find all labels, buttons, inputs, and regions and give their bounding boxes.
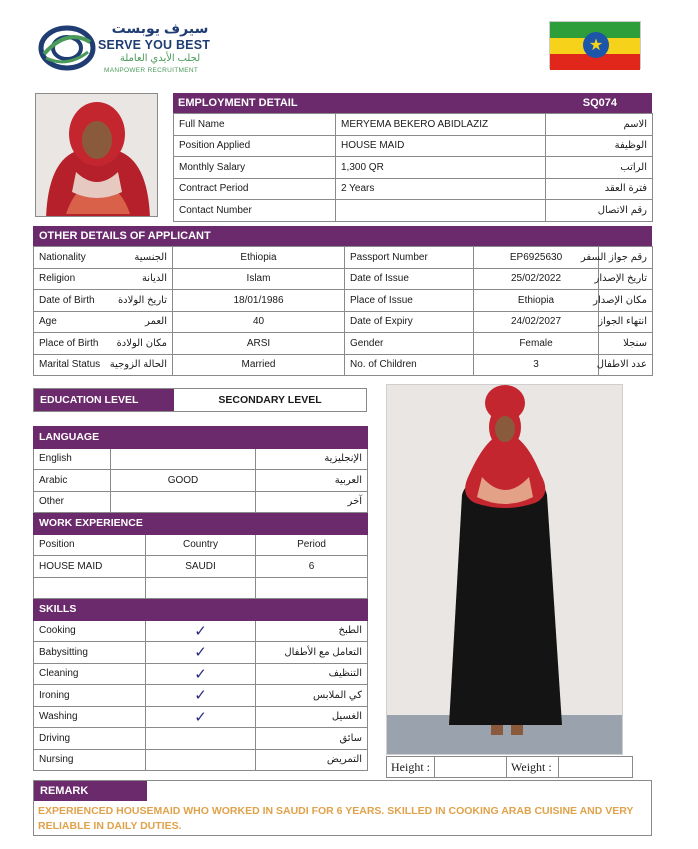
work-position: HOUSE MAID [34, 556, 146, 578]
education-level-row [33, 388, 367, 412]
employment-label-arabic: الراتب [546, 157, 653, 179]
employment-label: Contract Period [174, 178, 336, 200]
other-label-arabic: العمر [145, 316, 167, 328]
other-label-arabic: الحالة الزوجية [109, 359, 167, 371]
other-label-right: Date of Issue [345, 268, 474, 290]
employment-value [336, 200, 546, 222]
work-row [34, 577, 368, 599]
other-label-arabic: الجنسية [134, 251, 167, 263]
skill-name-arabic: سائق [256, 728, 368, 750]
logo-arabic-name: سيرف يوبست [111, 20, 209, 36]
other-label-right: No. of Children [345, 354, 474, 376]
work-position [34, 577, 146, 599]
other-label-right-arabic: عدد الاطفال [599, 354, 653, 376]
other-label-right: Place of Issue [345, 290, 474, 312]
height-value [435, 757, 507, 777]
skill-row [34, 663, 368, 685]
language-name: Arabic [34, 470, 111, 492]
other-label: Age [39, 316, 57, 328]
flag-emblem-icon: ★ [583, 32, 609, 58]
other-value: ARSI [173, 333, 345, 355]
checkmark-icon: ✓ [194, 687, 207, 705]
remark-title: REMARK [34, 781, 147, 801]
work-row [34, 556, 368, 578]
logo-arabic-sub: لجلب الأيدي العاملة [119, 53, 201, 64]
skill-name: Nursing [34, 749, 146, 771]
other-label-arabic: مكان الولادة [116, 337, 167, 349]
skill-name-arabic: كي الملابس [256, 685, 368, 707]
employment-label-arabic: الوظيفة [546, 135, 653, 157]
skill-name: Washing [34, 706, 146, 728]
employment-value: 2 Years [336, 178, 546, 200]
skill-check-cell [146, 642, 256, 664]
education-level-value: SECONDARY LEVEL [218, 394, 322, 406]
employment-row [174, 114, 653, 136]
skill-name-arabic: التمريض [256, 749, 368, 771]
other-value: Islam [173, 268, 345, 290]
work-country: SAUDI [146, 556, 256, 578]
work-experience-header [34, 513, 368, 535]
language-row [34, 470, 368, 492]
other-label-cell [34, 268, 173, 290]
employment-value: MERYEMA BEKERO ABIDLAZIZ [336, 114, 546, 136]
logo-mark-icon [38, 24, 96, 72]
remark-section [33, 780, 652, 836]
other-label-cell [34, 333, 173, 355]
skill-name-arabic: الطبخ [256, 620, 368, 642]
skill-check-cell [146, 728, 256, 750]
reference-code: SQ074 [582, 97, 617, 109]
height-label: Height : [387, 757, 435, 777]
work-column-period: Period [256, 534, 368, 556]
skill-name-arabic: التنظيف [256, 663, 368, 685]
other-label-right-arabic: سنجلا [599, 333, 653, 355]
other-value-right: 24/02/2027 [474, 311, 599, 333]
other-details-title: OTHER DETAILS OF APPLICANT [39, 230, 211, 242]
checkmark-icon: ✓ [194, 644, 207, 662]
skill-row [34, 620, 368, 642]
company-logo [38, 20, 238, 76]
skill-name: Driving [34, 728, 146, 750]
other-label-right: Date of Expiry [345, 311, 474, 333]
skills-header-title: SKILLS [34, 599, 368, 621]
employment-label: Position Applied [174, 135, 336, 157]
language-name: English [34, 448, 111, 470]
checkmark-icon: ✓ [194, 708, 207, 726]
skill-check-cell [146, 663, 256, 685]
other-label-right: Gender [345, 333, 474, 355]
employment-label: Monthly Salary [174, 157, 336, 179]
other-label-cell [34, 354, 173, 376]
skill-check-cell [146, 706, 256, 728]
employment-detail-table [173, 113, 653, 222]
work-experience-header-title: WORK EXPERIENCE [34, 513, 368, 535]
other-value: Married [173, 354, 345, 376]
language-header-title: LANGUAGE [34, 427, 368, 449]
work-column-position: Position [34, 534, 146, 556]
skill-name: Cooking [34, 620, 146, 642]
language-header [34, 427, 368, 449]
work-column-country: Country [146, 534, 256, 556]
other-label: Nationality [39, 251, 86, 263]
other-label-right-arabic: رقم جواز السفر [599, 247, 653, 269]
other-value-right: Ethiopia [474, 290, 599, 312]
applicant-full-photo [386, 384, 623, 755]
other-label-right-arabic: مكان الإصدار [599, 290, 653, 312]
other-details-row [34, 311, 653, 333]
employment-label-arabic: الاسم [546, 114, 653, 136]
employment-value: 1,300 QR [336, 157, 546, 179]
language-row [34, 448, 368, 470]
other-label-cell [34, 290, 173, 312]
other-value: Ethiopia [173, 247, 345, 269]
other-value-right: 3 [474, 354, 599, 376]
skill-name: Ironing [34, 685, 146, 707]
other-label: Place of Birth [39, 337, 99, 349]
portrait-figure-icon [36, 94, 158, 217]
education-level-label: EDUCATION LEVEL [34, 389, 174, 411]
checkmark-icon: ✓ [194, 665, 207, 683]
employment-row [174, 135, 653, 157]
other-value-right: 25/02/2022 [474, 268, 599, 290]
skill-row [34, 749, 368, 771]
skills-header [34, 599, 368, 621]
applicant-portrait [35, 93, 158, 217]
other-value: 40 [173, 311, 345, 333]
skill-name-arabic: الغسيل [256, 706, 368, 728]
other-label-arabic: تاريخ الولادة [117, 294, 167, 306]
skill-check-cell [146, 749, 256, 771]
other-label-cell [34, 247, 173, 269]
skill-name-arabic: التعامل مع الأطفال [256, 642, 368, 664]
employment-row [174, 157, 653, 179]
remark-text: EXPERIENCED HOUSEMAID WHO WORKED IN SAUDI FOR 6 YEARS. SKILLED IN COOKING ARAB CUISINE AND VERY RELIABLE IN DAILY DUTIES. [38, 805, 634, 832]
employment-label: Full Name [174, 114, 336, 136]
work-period: 6 [256, 556, 368, 578]
work-column-headers [34, 534, 368, 556]
skill-check-cell [146, 620, 256, 642]
language-level [111, 448, 256, 470]
employment-row [174, 200, 653, 222]
other-label-cell [34, 311, 173, 333]
language-name: Other [34, 491, 111, 513]
checkmark-icon: ✓ [194, 622, 207, 640]
other-details-row [34, 333, 653, 355]
skill-check-cell [146, 685, 256, 707]
employment-detail-title: EMPLOYMENT DETAIL [178, 97, 298, 109]
language-name-arabic: آخر [256, 491, 368, 513]
other-label-right-arabic: انتهاء الجواز [599, 311, 653, 333]
other-label-right: Passport Number [345, 247, 474, 269]
logo-name: SERVE YOU BEST [98, 38, 211, 52]
other-value-right: Female [474, 333, 599, 355]
other-value: 18/01/1986 [173, 290, 345, 312]
other-details-table [33, 246, 653, 376]
other-label-arabic: الديانة [141, 273, 167, 285]
full-figure-icon [387, 385, 623, 755]
language-row [34, 491, 368, 513]
employment-label-arabic: فترة العقد [546, 178, 653, 200]
other-value-right: EP6925630 [474, 247, 599, 269]
work-country [146, 577, 256, 599]
other-details-header [33, 226, 652, 246]
language-level: GOOD [111, 470, 256, 492]
skill-row [34, 706, 368, 728]
language-name-arabic: الإنجليزية [256, 448, 368, 470]
ethiopia-flag [549, 21, 641, 69]
employment-label: Contact Number [174, 200, 336, 222]
other-label: Marital Status [39, 359, 101, 371]
height-weight-row [386, 756, 633, 778]
other-details-row [34, 247, 653, 269]
other-details-row [34, 354, 653, 376]
other-label-right-arabic: تاريخ الإصدار [599, 268, 653, 290]
employment-row [174, 178, 653, 200]
other-details-row [34, 290, 653, 312]
language-level [111, 491, 256, 513]
other-label: Date of Birth [39, 294, 95, 306]
other-label: Religion [39, 273, 76, 285]
language-work-skills-table [33, 426, 368, 771]
skill-row [34, 728, 368, 750]
skill-name: Babysitting [34, 642, 146, 664]
weight-value [559, 757, 632, 777]
weight-label: Weight : [507, 757, 559, 777]
employment-detail-header [173, 93, 652, 113]
work-period [256, 577, 368, 599]
employment-value: HOUSE MAID [336, 135, 546, 157]
other-details-row [34, 268, 653, 290]
employment-label-arabic: رقم الاتصال [546, 200, 653, 222]
skill-row [34, 642, 368, 664]
skill-row [34, 685, 368, 707]
skill-name: Cleaning [34, 663, 146, 685]
logo-sub: MANPOWER RECRUITMENT [104, 67, 199, 74]
language-name-arabic: العربية [256, 470, 368, 492]
